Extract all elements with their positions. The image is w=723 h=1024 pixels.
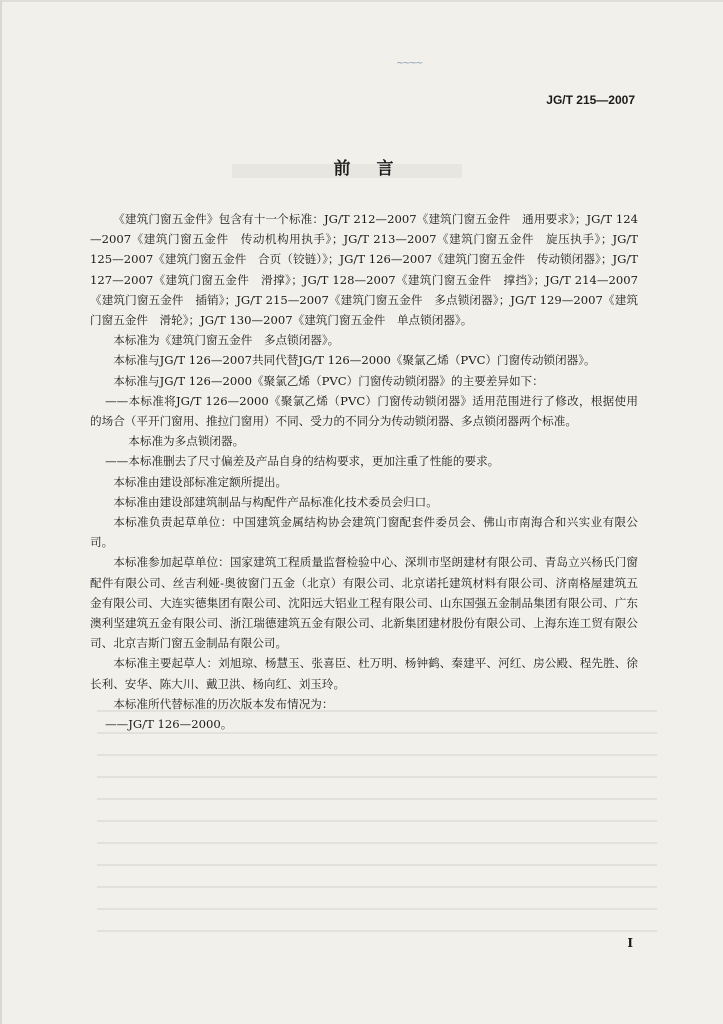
paragraph-difference-2: ——本标准删去了尺寸偏差及产品自身的结构要求，更加注重了性能的要求。: [105, 454, 500, 469]
paragraph-participants: 本标准参加起草单位：国家建筑工程质量监督检验中心、深圳市坚朗建材有限公司、青岛立兴杨氏门窗配件有限公司、丝吉利娅-奥彼窗门五金（北京）有限公司、北京诺托建筑材料有限公司、济南格屋建筑五金有限公司、大连实德集团有限公司、沈阳远大铝业工程有限公司、山东国强五金制品集团有限公司、广东澳利坚建筑五金有限公司、浙江瑞德建筑五金有限公司、北新集团建材股份有限公司、上海东连工贸有限公司、北京吉斯门窗五金制品有限公司。: [90, 555, 638, 651]
paragraph-drafters: 本标准主要起草人：刘旭琼、杨慧玉、张喜臣、杜万明、杨钟鹤、秦建平、河红、房公殿、程先胜、徐长利、安华、陈大川、戴卫洪、杨向红、刘玉玲。: [90, 656, 638, 691]
page-title: 前言: [333, 159, 420, 179]
paragraph-proposer: 本标准由建设部标准定额所提出。: [113, 474, 288, 489]
paragraph-history: 本标准所代替标准的历次版本发布情况为：: [113, 696, 334, 711]
foreword-body: [90, 209, 638, 734]
paragraph-difference-1-note: 本标准为多点锁闭器。: [128, 434, 245, 449]
standard-code: JG/T 215—2007: [546, 93, 635, 107]
paragraph-lead-drafter: 本标准负责起草单位：中国建筑金属结构协会建筑门窗配套件委员会、佛山市南海合和兴实业有限公司。: [90, 515, 638, 550]
paragraph-difference-1: ——本标准将JG/T 126—2000《聚氯乙烯（PVC）门窗传动锁闭器》适用范围进行了修改，根据使用的场合（平开门窗用、推拉门窗用）不同、受力的不同分为传动锁闭器、多点锁闭器两个标准。: [90, 393, 638, 429]
paragraph-standards-list: 《建筑门窗五金件》包含有十一个标准：JG/T 212—2007《建筑门窗五金件 通用要求》；JG/T 124—2007《建筑门窗五金件 传动机构用执手》；JG/T 213—2007《建筑门窗五金件 旋压执手》；JG/T 125—2007《建筑门窗五金件 合页（铰链）》；JG/T 126—2007《建筑门窗五金件 传动锁闭器》；JG/T 127—2007《建筑门窗五金件 滑撑》；JG/T 128—2007《建筑门窗五金件 撑挡》；JG/T 214—2007《建筑门窗五金件 插销》；JG/T 215—2007《建筑门窗五金件 多点锁闭器》；JG/T 129—2007《建筑门窗五金件 滑轮》；JG/T 130—2007《建筑门窗五金件 单点锁闭器》。: [90, 212, 638, 328]
paragraph-replaces: 本标准与JG/T 126—2007共同代替JG/T 126—2000《聚氯乙烯（PVC）门窗传动锁闭器》。: [113, 353, 596, 368]
scan-mark: ~~~~: [396, 58, 422, 69]
bleed-through-text: [97, 702, 657, 932]
page-number: I: [627, 936, 633, 950]
paragraph-history-item: ——JG/T 126—2000。: [105, 717, 233, 732]
paragraph-committee: 本标准由建设部建筑制品与构配件产品标准化技术委员会归口。: [113, 494, 438, 509]
paragraph-differences: 本标准与JG/T 126—2000《聚氯乙烯（PVC）门窗传动锁闭器》的主要差异如下：: [113, 373, 544, 388]
paragraph-scope: 本标准为《建筑门窗五金件 多点锁闭器》。: [113, 333, 340, 348]
